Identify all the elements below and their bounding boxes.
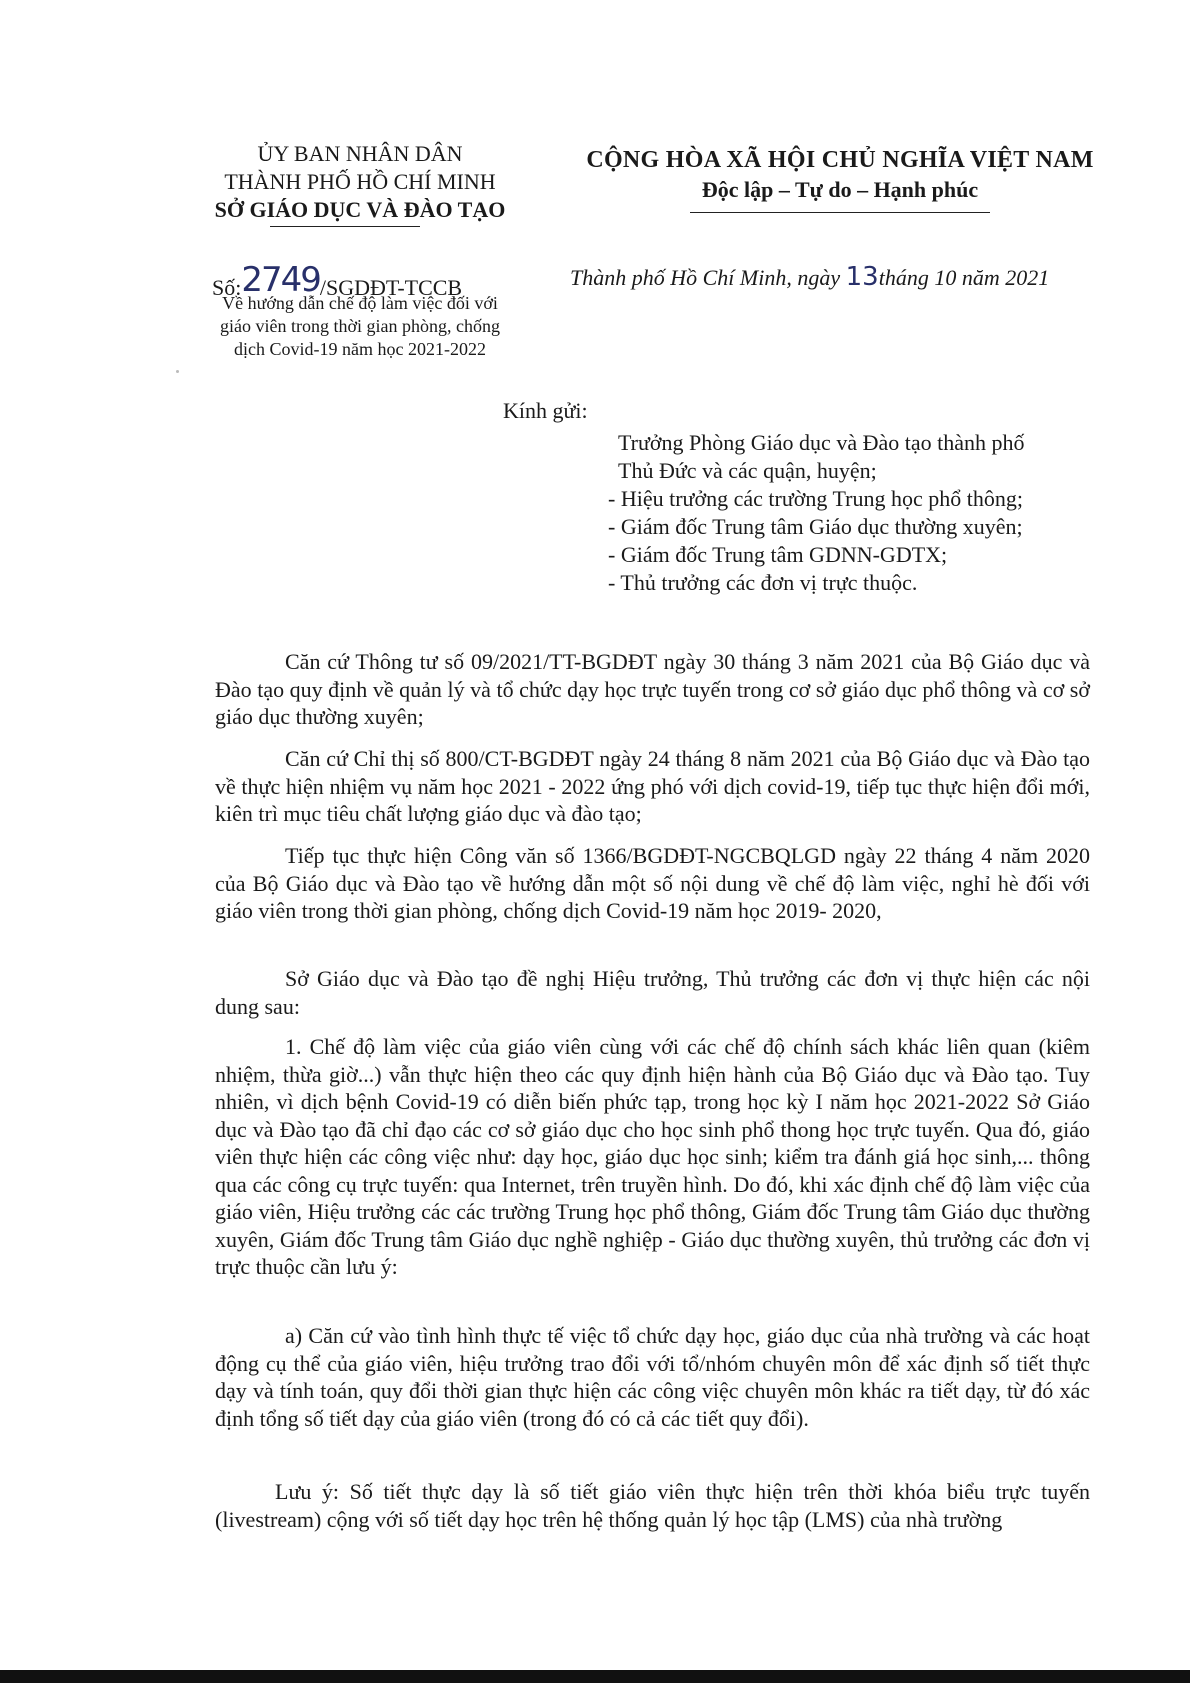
- doc-number-prefix: Số:: [212, 275, 242, 300]
- paragraph-legal-basis-1: Căn cứ Thông tư số 09/2021/TT-BGDĐT ngày 30 tháng 3 năm 2021 của Bộ Giáo dục và Đào tạo quy định về quản lý và tổ chức dạy học trực tuyến trong cơ sở giáo dục phổ thông và cơ sở giáo dục thường xuyên;: [215, 649, 1090, 729]
- date-day-handwritten: 13: [845, 262, 879, 292]
- doc-number-handwritten: 2749: [241, 260, 320, 300]
- recipient-item: - Thủ trưởng các đơn vị trực thuộc.: [608, 570, 918, 595]
- recipient-item: Trưởng Phòng Giáo dục và Đào tạo thành phố: [618, 430, 1025, 455]
- agency-underline: [270, 226, 420, 227]
- agency-line-1: ỦY BAN NHÂN DÂN: [257, 141, 463, 166]
- paragraph-legal-basis-3: Tiếp tục thực hiện Công văn số 1366/BGDĐT-NGCBQLGD ngày 22 tháng 4 năm 2020 của Bộ Giáo dục và Đào tạo về hướng dẫn một số nội dung về chế độ làm việc, nghỉ hè đối với giáo viên trong thời gian phòng, chống dịch Covid-19 năm học 2019- 2020,: [215, 843, 1090, 923]
- agency-line-3: SỞ GIÁO DỤC VÀ ĐÀO TẠO: [214, 197, 506, 222]
- date-after-day: tháng 10 năm 2021: [878, 265, 1050, 290]
- paragraph-item-1: 1. Chế độ làm việc của giáo viên cùng với các chế độ chính sách khác liên quan (kiêm nhiệm, thừa giờ...) vẫn thực hiện theo các quy định hiện hành của Bộ Giáo dục và Đào tạo. Tuy nhiên, vì dịch bệnh Covid-19 có diễn biến phức tạp, trong học kỳ I năm học 2021-2022 Sở Giáo dục và Đào tạo đã chỉ đạo các cơ sở giáo dục cho học sinh phổ thong học trực tuyến. Qua đó, giáo viên thực hiện các công việc như: dạy học, giáo dục học sinh; kiểm tra đánh giá học sinh,... thông qua các công cụ trực tuyến: qua Internet, trên truyền hình. Do đó, khi xác định chế độ làm việc của giáo viên, Hiệu trưởng các các trường Trung học phổ thông, Giám đốc Trung tâm Giáo dục thường xuyên, Giám đốc Trung tâm Giáo dục nghề nghiệp - Giáo dục thường xuyên, thủ trưởng các đơn vị trực thuộc cần lưu ý:: [215, 1034, 1090, 1279]
- recipient-list: [608, 429, 1128, 597]
- recipient-item: - Giám đốc Trung tâm Giáo dục thường xuyên;: [608, 514, 1023, 539]
- recipient-item: - Giám đốc Trung tâm GDNN-GDTX;: [608, 542, 948, 567]
- national-header: [575, 145, 1105, 205]
- recipient-item: Thủ Đức và các quận, huyện;: [618, 458, 877, 483]
- paragraph-legal-basis-2: Căn cứ Chỉ thị số 800/CT-BGDĐT ngày 24 tháng 8 năm 2021 của Bộ Giáo dục và Đào tạo về thực hiện nhiệm vụ năm học 2021 - 2022 ứng phó với dịch covid-19, tiếp tục thực hiện đổi mới, kiên trì mục tiêu chất lượng giáo dục và đào tạo;: [215, 746, 1090, 826]
- doc-number-suffix: /SGDĐT-TCCB: [319, 275, 463, 300]
- date-before-day: Thành phố Hồ Chí Minh, ngày: [570, 265, 841, 290]
- motto-underline: [690, 212, 990, 213]
- subject-line-1: Về hướng dẫn chế độ làm việc đối với: [222, 293, 498, 313]
- issuing-agency: [150, 140, 570, 224]
- document-subject: [185, 292, 535, 361]
- nation-title: CỘNG HÒA XÃ HỘI CHỦ NGHĨA VIỆT NAM: [586, 147, 1094, 173]
- paragraph-note: Lưu ý: Số tiết thực dạy là số tiết giáo viên thực hiện trên thời khóa biểu trực tuyến (livestream) cộng với số tiết dạy học trên hệ thống quản lý học tập (LMS) của nhà trường: [215, 1479, 1090, 1532]
- subject-line-2: giáo viên trong thời gian phòng, chống: [220, 316, 500, 336]
- subject-line-3: dịch Covid-19 năm học 2021-2022: [234, 339, 486, 359]
- place-and-date: [570, 262, 1049, 292]
- paragraph-request: Sở Giáo dục và Đào tạo đề nghị Hiệu trưởng, Thủ trưởng các đơn vị thực hiện các nội dung sau:: [215, 966, 1090, 1019]
- motto: Độc lập – Tự do – Hạnh phúc: [701, 177, 979, 202]
- scan-bottom-edge: [0, 1670, 1190, 1683]
- salutation: Kính gửi:: [503, 398, 588, 423]
- recipient-item: - Hiệu trưởng các trường Trung học phổ thông;: [608, 486, 1023, 511]
- scan-speck: [176, 370, 179, 373]
- agency-line-2: THÀNH PHỐ HỒ CHÍ MINH: [224, 169, 496, 194]
- paragraph-item-1a: a) Căn cứ vào tình hình thực tế việc tổ chức dạy học, giáo dục của nhà trường và các hoạt động cụ thể của giáo viên, hiệu trưởng trao đổi với tổ/nhóm chuyên môn để xác định số tiết thực dạy và tính toán, quy đổi thời gian thực hiện các công việc chuyên môn khác ra tiết dạy, từ đó xác định tổng số tiết dạy của giáo viên (trong đó có cả các tiết quy đổi).: [215, 1323, 1090, 1431]
